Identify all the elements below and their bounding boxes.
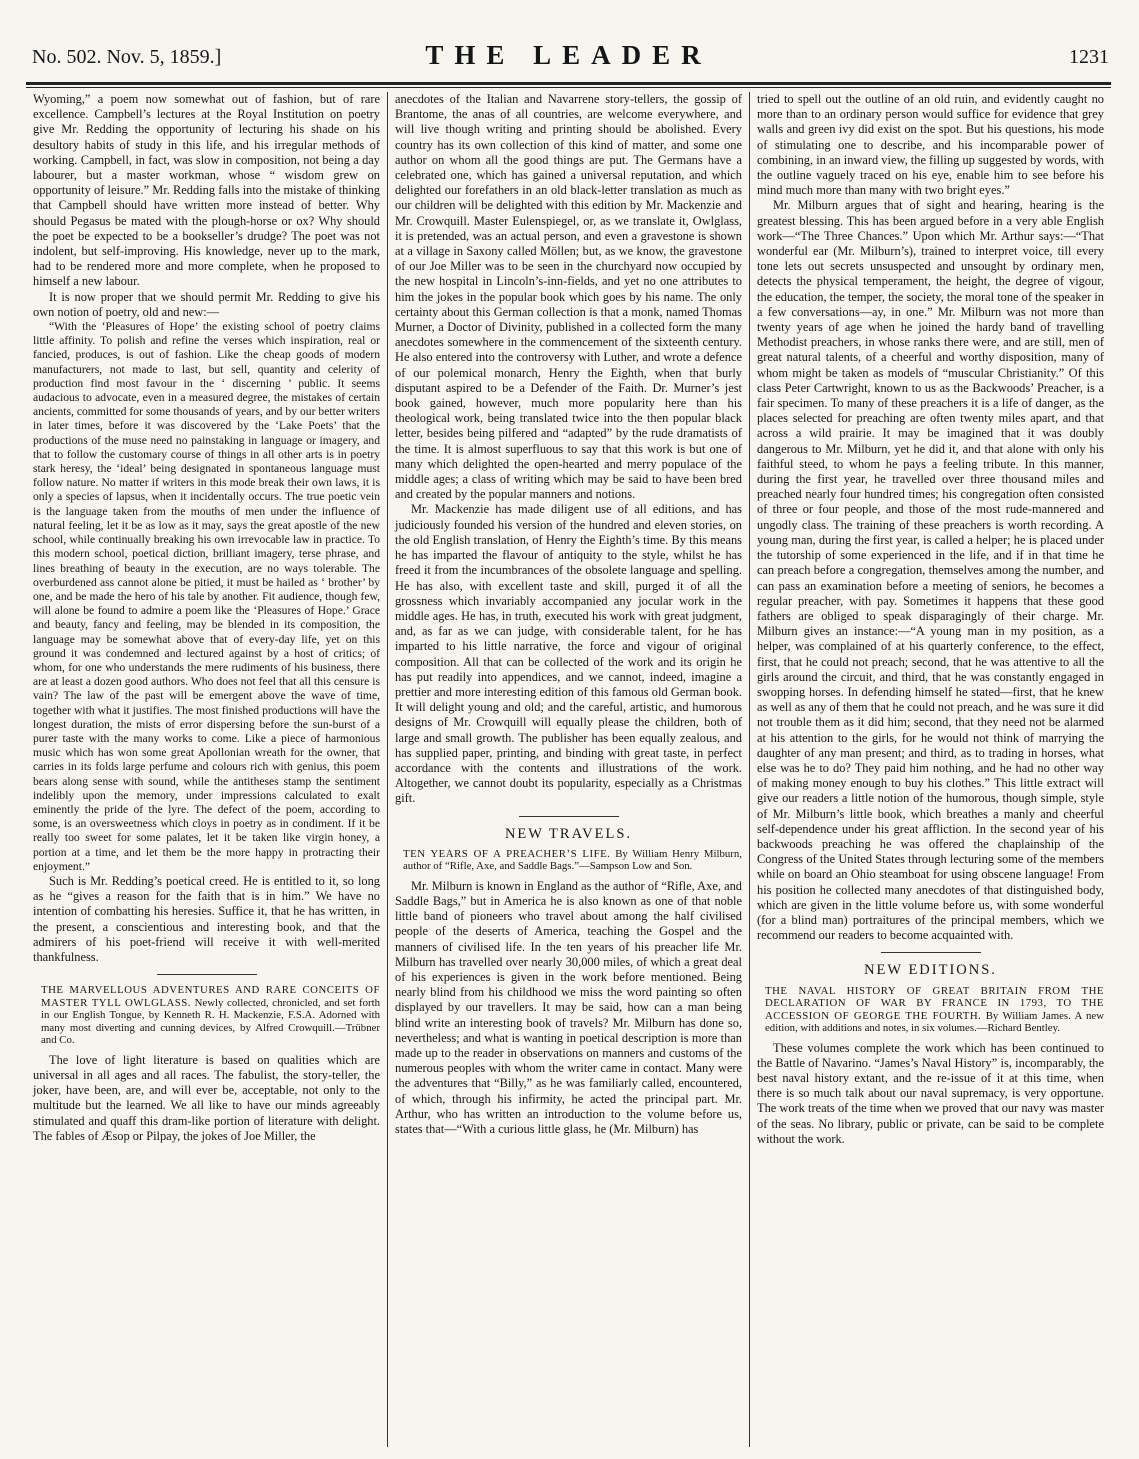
article-paragraph: tried to spell out the outline of an old ruin, and evidently caught no more than to an ordinary person would suffice for evidence that grey walls and green ivy did exist on the spot. But his questions, his mode of stimulating one to describe, and his incomparable power of combining, in an inward view, the filling up suggested by words, with the outline vaguely traced on his eye, enable him to see before his mind much more than many with two bright eyes.” [757,92,1104,198]
page-number: 1231 [1069,46,1109,68]
masthead-rule [26,82,1111,85]
column-3 [749,92,1111,1447]
section-heading: NEW EDITIONS. [864,962,997,979]
article-paragraph: Mr. Milburn is known in England as the author of “Rifle, Axe, and Saddle Bags,” but in America he is also known as one of that noble little band of pioneers who travel about among the half civilised people of the deserts of America, teaching the Gospel and the manners of civilised life. In the ten years of his preacher life Mr. Milburn has travelled over nearly 30,000 miles, of which a great deal of his experiences is given in the work before mentioned. Being nearly blind from his childhood we miss the word painting so often displayed by our travellers. It may be said, how can a man being blind write an interesting book of travels? Mr. Milburn has done so, nevertheless; and what is wanting in poetical description is more than made up to the reader in observations on manners and customs of the numerous peoples with whom the writer came in contact. Many were the adventures that “Billy,” as he was familiarly called, encountered, of which, through his infirmity, he acted the principal part. Mr. Arthur, who has written an introduction to the volume before us, states that—“With a curious little glass, he (Mr. Milburn) has [395,878,742,1136]
section-divider [519,816,619,817]
book-description: By William James. A new edition, with additions and notes, in six volumes.—Richard Bentley. [765,1009,1105,1035]
section-divider [157,974,257,975]
section-divider [881,952,981,953]
article-paragraph: It is now proper that we should permit Mr. Redding to give his own notion of poetry, old and new:— [33,289,380,319]
book-heading [395,848,742,873]
article-paragraph: Mr. Mackenzie has made diligent use of all editions, and has judiciously founded his version of the hundred and eleven stories, on the old English translation, of Henry the Eighth’s time. By this means he has imparted the flavour of antiquity to the style, whilst he has freed it from the incumbrances of the obsolete language and spelling. He has also, with excellent taste and skill, purged it of all the grossness which invariably accompanied any jocular work in the middle ages. He has, in truth, executed his work with great judgment, and, as far as we can judge, with considerable talent, for he has imparted to his little narrative, the force and vigour of original composition. All that can be collected of the work and its origin he has put readily into appendices, and we cannot, indeed, imagine a prettier and more interesting edition of this famous old German book. It will delight young and old; and the careful, artistic, and humorous designs of Mr. Crowquill will equally please the children, both of large and small growth. The publisher has been equally zealous, and has supplied paper, printing, and binding with great taste, in perfect accordance with the contents and illustrations of the work. Altogether, we cannot doubt its popularity, especially as a Christmas gift. [395,502,742,806]
article-paragraph: The love of light literature is based on qualities which are universal in all ages and all races. The fabulist, the story-teller, the joker, have been, are, and will ever be, acceptable, not only to the multitude but the learned. We all like to have our minds agreeably stimulated and quaff this dram-like portion of literature with delight. The fables of Æsop or Pilpay, the jokes of Joe Miller, the [33,1052,380,1143]
masthead-rule-thin [26,87,1111,88]
masthead [26,22,1111,80]
article-paragraph: Wyoming,” a poem now somewhat out of fashion, but of rare excellence. Campbell’s lectures at the Royal Institution on poetry give Mr. Redding the opportunity of lecturing his shade on his desultory habits of study in this life, and his irregular methods of working. Campbell, in fact, was slow in composition, not being a day labourer, but a master workman, whose “ wisdom grew on opportunity of leisure.” Mr. Redding falls into the mistake of thinking that Campbell should have written more instead of better. Why should Pegasus be mated with the plough-horse or ox? Why should the poet be expected to be a bookseller’s drudge? The poet was not indolent, but self-improving. His knowledge, never up to the mark, had to be rendered more and more complete, when he proposed to himself a new labour. [33,92,380,289]
book-title: THE MARVELLOUS ADVENTURES AND RARE CONCEITS OF MASTER TYLL OWLGLASS. [41,984,380,1009]
column-1 [26,92,387,1447]
column-2 [387,92,749,1447]
newspaper-title: THE LEADER [425,40,712,70]
section-heading: NEW TRAVELS. [504,825,633,842]
book-heading [757,985,1104,1035]
article-columns [26,92,1111,1447]
book-description: Newly collected, chronicled, and set forth in our English Tongue, by Kenneth R. H. Mackenzie, F.S.A. Adorned with many most diverting and cunning devices, by Alfred Crowquill.—Trübner and Co. [41,996,380,1047]
book-description: By William Henry Milburn, author of “Rifle, Axe, and Saddle Bags.”—Sampson Low and Son. [403,847,743,873]
article-paragraph: Such is Mr. Redding’s poetical creed. He is entitled to it, so long as he “gives a reason for the faith that is in him.” We have no intention of combatting his heresies. Suffice it, that he has written, in the present, a conscientious and interesting book, and that the admirers of his poet-friend will receive it with well-merited thankfulness. [33,873,380,964]
book-title: THE NAVAL HISTORY OF GREAT BRITAIN FROM THE DECLARATION OF WAR BY FRANCE IN 1793, TO THE ACCESSION OF GEORGE THE FOURTH. [765,984,1104,1022]
article-paragraph: Mr. Milburn argues that of sight and hearing, hearing is the greatest blessing. This has been argued before in a very able English work—“The Three Chances.” Upon which Mr. Arthur says:—“That wonderful ear (Mr. Milburn’s), trained to interpret voice, till every tone lets out secrets unsuspected and unsought by ordinary men, detects the physical temperament, the height, the degree of vigour, the education, the temper, the society, the moral tone of the speaker in a few conversations—ay, in one.” Mr. Milburn was not more than twenty years of age when he joined the hardy band of travelling Methodist preachers, in whose ranks there were, and are still, men of great natural talents, of a cheerful and worthy disposition, many of whom might be taken as models of “muscular Christianity.” Of this class Peter Cartwright, known to us as the Backwoods’ Preacher, is a fair specimen. To many of these preachers it is a life of danger, as the places selected for preaching are often twenty miles apart, and that across a wild prairie. It may be imagined that it was doubly dangerous to Mr. Milburn, yet he did it, and that alone with only his faithful steed, to whom he pays a feeling tribute. In this manner, during the first year, he travelled over three thousand miles and preached nearly four hundred times; his congregation often consisted of three or four people, and those of the most rude-mannered and ungodly class. The training of these preachers is worth recording. A young man, during the first year, is called a helper; he is placed under the tutorship of some experienced in the life, and if in that time he can preach before a congregation, themselves among the number, and can pass an examination before a meeting of seniors, he becomes a regular preacher, with pay. Sometimes it happens that these good fathers are obliged to speak disparagingly of their charge. Mr. Milburn gives an instance:—“A young man in my position, as a helper, was complained of at his quarterly conference, to the effect, first, that he could not preach; second, that he was attentive to all the girls around the circuit, and third, that he was constantly engaged in swopping horses. In defending himself he stated—first, that he knew as well as any of them that he could not preach, and he was sure it did not trouble them as it did him; second, that they need not be alarmed at his attention to the girls, for he would not think of marrying the daughter of any man present; and third, as to trading in horses, what else was he to do? They paid him nothing, and he had no other way of making money enough to buy his clothes.” This little extract will give our readers a little notion of the humorous, though simple, style of Mr. Milburn’s little book, which breathes a manly and cheerful self-dependence under his great affliction. In the second year of his backwoods preaching he was offered the chaplainship of the Congress of the United States through lecturing some of the members while on board an Ohio steamboat for using obscene language! From his position he collected many anecdotes of that distinguished body, which are given in the little volume before us, with some wonderful (for a blind man) portraitures of the principal members, which we recommend our readers to become acquainted with. [757,198,1104,943]
book-heading [33,984,380,1047]
article-paragraph: These volumes complete the work which has been continued to the Battle of Navarino. “James’s Naval History” is, incomparably, the best naval history extant, and the re-issue of it at this time, when there is so much talk about our naval supremacy, is very opportune. The work treats of the time when we proved that our navy was master of the seas. No library, public or private, can be said to be complete without the work. [757,1040,1104,1146]
book-title: TEN YEARS OF A PREACHER’S LIFE. [403,847,611,860]
block-quote: “With the ‘Pleasures of Hope’ the existing school of poetry claims little affinity. To polish and refine the verses which inspiration, real or fancied, produces, is out of fashion. Like the cheap goods of modern manufacturers, not made to last, but sell, quantity and celerity of production find most favour in the ‘ discerning ’ public. It seems audacious to advocate, even in a measured degree, the mistakes of certain ancients, committed for some thousands of years, and by our better writers in later times, before it was discovered by the ‘Lake Poets’ that the productions of the muse need no painstaking in language or imagery, and that to follow the customary course of things in all other arts is in poetry stark heresy, the ‘ideal’ being designated in spontaneous language must follow nature. No matter if writers in this mode break their own laws, it is only a species of lapsus, when it incidentally occurs. The true poetic vein is the language taken from the mouths of men under the influence of natural feeling, let it be as low as it may, says the great apostle of the new school, while continually breaking his own irrevocable law in practice. To this modern school, poetical diction, brilliant imagery, terse phrase, and lines breathing of beauty in the execution, are no ways tolerable. The overburdened ass cannot alone be pitied, it must be hailed as ‘ brother’ by one, and be made the hero of his tale by another. Fit audience, though few, will alone be found to admire a poem like the ‘Pleasures of Hope.’ Grace and beauty, fancy and feeling, may be blended in its composition, the language may be somewhat above that of every-day life, yet on this ground it was condemned and lectured against by a host of critics; of whom, for one who understands the mere rudiments of his business, there are at least a dozen good authors. Who does not feel that all this censure is vain? The law of the past will be emergent above the wave of time, together with what it justifies. The most finished productions will have the longest duration, the mists of error dispersing before the sun-burst of a purer taste with the many works to come. Like a piece of harmonious music which has won some great Apollonian wreath for the owner, that carries in its folds large perfume and colours rich with genius, this poem bears along sense with sound, while the antitheses stamp the sentiment indelibly upon the memory, under impressions calculated to exalt eminently the pride of the lyre. The defect of the poem, according to some, is an oversweetness which cloys in poetry as in condiment. If it be really too sweet for some palates, let it be taken like virgin honey, a portion at a time, and let them be the more happy in protracting their enjoyment.” [33,320,380,873]
issue-date: No. 502. Nov. 5, 1859.] [32,46,222,68]
article-paragraph: anecdotes of the Italian and Navarrene story-tellers, the gossip of Brantome, the anas of all countries, are welcome everywhere, and will live though writing and printing should be abolished. Every country has its own collection of this kind of matter, and some one author on whom all the good things are put. The Germans have a celebrated one, which has gained a universal reputation, and which delighted our forefathers in an old black-letter translation as much as our children will be delighted with this edition by Mr. Mackenzie and Mr. Crowquill. Master Eulenspiegel, or, as we translate it, Owlglass, it is pretended, was an actual person, and even a gravestone is shown at a village in Saxony called Möllen; but, as we know, the gravestone of our Joe Miller was to be seen in the churchyard now occupied by the new hospital in Lincoln’s-inn-fields, and yet no one attributes to him the jokes in the popular book which goes by his name. The only certainty about this German collection is that a monk, named Thomas Murner, a Doctor of Divinity, published in a collected form the many anecdotes somewhere in the commencement of the sixteenth century. He also entered into the controversy with Luther, and wrote a defence of our polemical monarch, Henry the Eighth, when that burly disputant aspired to be a Defender of the Faith. Dr. Murner’s jest book gained, however, much more popularity here than his theological work, being translated twice into the then popular black letter, besides being pilfered and “adapted” by the rude dramatists of the time. It is almost superfluous to say that this work is but one of many which delighted the open-hearted and merry populace of the middle ages; a class of writing which may be said to have been bred and created by the popular manners and notions. [395,92,742,502]
